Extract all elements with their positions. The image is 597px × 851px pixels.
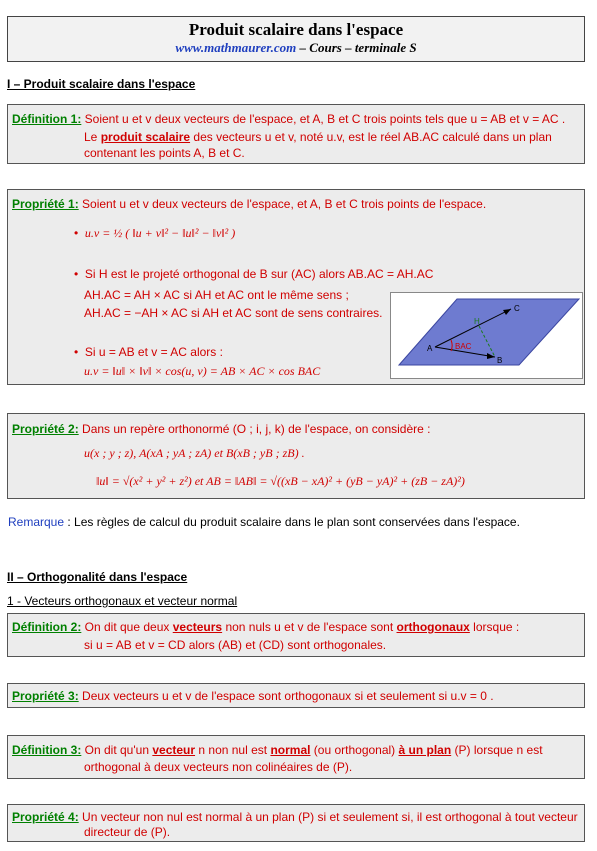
formula-scalar-norms: u.v = ½ ( ‖u + v‖² − ‖u‖² − ‖v‖² ) <box>84 226 236 240</box>
property-1-label: Propriété 1: <box>12 197 79 211</box>
plane-figure <box>391 293 582 378</box>
site-link[interactable]: www.mathmaurer.com <box>175 40 297 55</box>
definition-3-text-a: On dit qu'un <box>81 743 153 757</box>
property-1-bullet-3: • Si u = AB et v = AC alors : <box>74 345 223 359</box>
definition-3-line-1 <box>12 743 543 757</box>
property-3-line-1 <box>12 689 494 703</box>
definition-1-line-3: contenant les points A, B et C. <box>84 146 245 160</box>
property-1-line-1 <box>12 197 486 211</box>
property-2-text-1: Dans un repère orthonormé (O ; i, j, k) de l'espace, on considère : <box>78 422 431 436</box>
definition-3-term-1: vecteur <box>152 743 196 757</box>
property-1-bullet-2-line-2: AH.AC = AH × AC si AH et AC ont le même sens ; <box>84 288 349 302</box>
definition-3-line-2: orthogonal à deux vecteurs non colinéaires de (P). <box>84 760 353 774</box>
definition-2-term-2: orthogonaux <box>396 620 470 634</box>
definition-2-box <box>7 613 585 657</box>
point-c-label: C <box>514 304 520 313</box>
property-4-box <box>7 804 585 842</box>
remark-text: : Les règles de calcul du produit scalaire dans le plan sont conservées dans l'espace. <box>64 515 520 529</box>
point-a-label: A <box>427 344 433 353</box>
definition-1-text-1: Soient u et v deux vecteurs de l'espace, et A, B et C trois points tels que u = AB et v = AC . <box>81 112 566 126</box>
title-box <box>7 16 585 62</box>
projection-diagram <box>390 292 583 379</box>
section-title-2: II – Orthogonalité dans l'espace <box>7 570 188 584</box>
property-4-line-2: directeur de (P). <box>84 825 171 839</box>
definition-2-line-2: si u = AB et v = CD alors (AB) et (CD) sont orthogonales. <box>84 638 387 652</box>
definition-2-text-a: On dit que deux <box>81 620 173 634</box>
property-4-label: Propriété 4: <box>12 810 79 824</box>
property-3-box <box>7 683 585 708</box>
definition-3-term-3: à un plan <box>398 743 452 757</box>
definition-1-text-2a: Le <box>84 130 101 144</box>
point-b-label: B <box>497 356 503 365</box>
coordinates-line: u(x ; y ; z), A(xA ; yA ; zA) et B(xB ; yB ; zB) . <box>84 446 305 460</box>
formula-cosine: u.v = ‖u‖ × ‖v‖ × cos(u, v) = AB × AC × cos BAC <box>84 364 321 378</box>
subsection-title-1: 1 - Vecteurs orthogonaux et vecteur normal <box>7 594 238 608</box>
property-1-bullet-2-line-3: AH.AC = −AH × AC si AH et AC sont de sens contraires. <box>84 306 383 320</box>
page-subtitle <box>8 40 584 56</box>
definition-1-term: produit scalaire <box>100 130 191 144</box>
subtitle-text: – Cours – terminale S <box>296 40 417 55</box>
remark-label: Remarque <box>8 515 65 529</box>
definition-3-label: Définition 3: <box>12 743 82 757</box>
definition-1-label: Définition 1: <box>12 112 82 126</box>
angle-label: BAC <box>455 342 472 351</box>
definition-2-term-1: vecteurs <box>172 620 223 634</box>
definition-1-line-1 <box>12 112 565 126</box>
definition-1-box <box>7 104 585 164</box>
definition-3-box <box>7 735 585 779</box>
point-h-label: H <box>474 317 480 326</box>
definition-2-label: Définition 2: <box>12 620 82 634</box>
definition-2-text-b: non nuls u et v de l'espace sont <box>222 620 397 634</box>
definition-3-text-c: (ou orthogonal) <box>310 743 399 757</box>
property-4-text-1: Un vecteur non nul est normal à un plan (P) si et seulement si, il est orthogonal à tout vecteur <box>78 810 578 824</box>
property-3-text: Deux vecteurs u et v de l'espace sont orthogonaux si et seulement si u.v = 0 . <box>78 689 494 703</box>
definition-2-text-c: lorsque : <box>469 620 520 634</box>
definition-3-term-2: normal <box>270 743 311 757</box>
definition-1-line-2 <box>84 130 552 144</box>
definition-3-text-d: (P) lorsque n est <box>451 743 543 757</box>
property-2-box <box>7 413 585 499</box>
definition-2-line-1 <box>12 620 519 634</box>
property-1-bullet-2: • Si H est le projeté orthogonal de B sur (AC) alors AB.AC = AH.AC <box>74 267 434 281</box>
cosine-condition: Si u = AB et v = AC alors : <box>84 345 223 359</box>
property-1-bullet-1: • u.v = ½ ( ‖u + v‖² − ‖u‖² − ‖v‖² ) <box>74 226 236 240</box>
remark <box>8 515 520 529</box>
projection-text: Si H est le projeté orthogonal de B sur (AC) alors AB.AC = AH.AC <box>84 267 434 281</box>
property-2-label: Propriété 2: <box>12 422 79 436</box>
norm-formula: ‖u‖ = √(x² + y² + z²) et AB = ‖AB‖ = √((xB − xA)² + (yB − yA)² + (zB − zA)²) <box>96 474 465 488</box>
property-1-text-1: Soient u et v deux vecteurs de l'espace, et A, B et C trois points de l'espace. <box>78 197 487 211</box>
definition-1-text-2b: des vecteurs u et v, noté u.v, est le réel AB.AC calculé dans un plan <box>190 130 552 144</box>
page-title: Produit scalaire dans l'espace <box>188 20 404 39</box>
property-3-label: Propriété 3: <box>12 689 79 703</box>
property-2-line-1 <box>12 422 430 436</box>
section-title-1: I – Produit scalaire dans l'espace <box>7 77 196 91</box>
property-4-line-1 <box>12 810 578 824</box>
definition-3-text-b: n non nul est <box>195 743 271 757</box>
